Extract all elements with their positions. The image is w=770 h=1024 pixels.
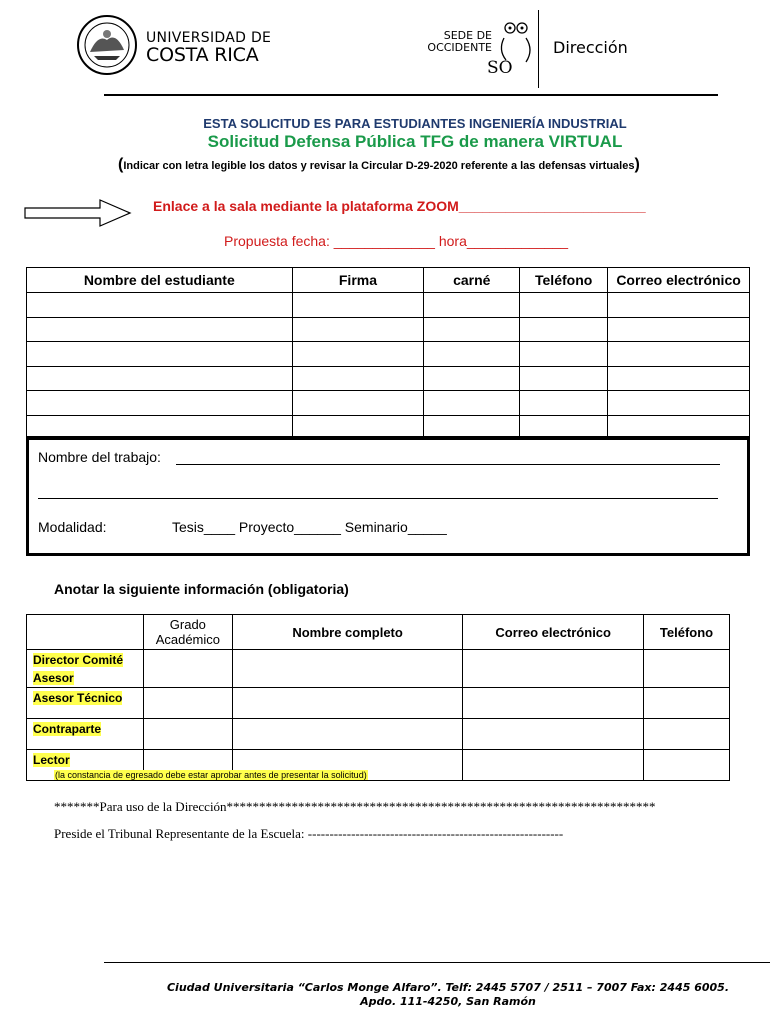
col-header-role: [27, 615, 144, 650]
students-table: [26, 267, 750, 440]
work-title-label: Nombre del trabajo:: [38, 449, 161, 465]
table-cell[interactable]: [27, 317, 293, 342]
table-row: [27, 317, 750, 342]
table-cell[interactable]: [608, 342, 750, 367]
direccion-use-line: *******Para uso de la Dirección******************************************************************: [54, 799, 656, 814]
table-header-row: [27, 268, 750, 293]
table-cell[interactable]: [644, 688, 730, 719]
table-cell[interactable]: [27, 293, 293, 318]
modalidad-label: Modalidad:: [38, 519, 107, 535]
table-cell[interactable]: [292, 391, 424, 416]
table-cell[interactable]: [27, 342, 293, 367]
table-cell[interactable]: [520, 391, 608, 416]
table-cell[interactable]: [143, 688, 232, 719]
col-header-firma: Firma: [292, 268, 424, 293]
preside-line[interactable]: Preside el Tribunal Representante de la Escuela: -----------------------------------------------------------: [54, 826, 564, 841]
col-header-nombre-completo: Nombre completo: [232, 615, 463, 650]
table-row: [27, 293, 750, 318]
audience-notice: ESTA SOLICITUD ES PARA ESTUDIANTES INGENIERÍA INDUSTRIAL: [203, 116, 627, 131]
table-cell[interactable]: [520, 366, 608, 391]
table-row: [27, 342, 750, 367]
footer-po-box: Apdo. 111-4250, San Ramón: [360, 995, 536, 1008]
col-header-carne: carné: [424, 268, 520, 293]
info-heading: Anotar la siguiente información (obligatoria): [54, 581, 349, 597]
table-cell[interactable]: [608, 366, 750, 391]
table-cell[interactable]: [424, 317, 520, 342]
office-name: Dirección: [553, 38, 628, 57]
table-header-row: [27, 615, 730, 650]
table-cell[interactable]: [292, 342, 424, 367]
table-cell[interactable]: [520, 342, 608, 367]
table-cell[interactable]: [608, 293, 750, 318]
table-cell[interactable]: [27, 366, 293, 391]
work-title-field[interactable]: [176, 464, 720, 465]
table-cell[interactable]: [520, 293, 608, 318]
table-cell[interactable]: [644, 719, 730, 750]
table-cell[interactable]: [644, 750, 730, 781]
university-name-line1: UNIVERSIDAD DE: [146, 30, 272, 46]
role-label-lector: Lector: [27, 750, 144, 781]
col-header-grado: Grado Académico: [143, 615, 232, 650]
table-cell[interactable]: [463, 650, 644, 688]
form-title: Solicitud Defensa Pública TFG de manera VIRTUAL: [207, 132, 623, 151]
table-cell[interactable]: [424, 342, 520, 367]
col-header-nombre: Nombre del estudiante: [27, 268, 293, 293]
table-cell[interactable]: [463, 719, 644, 750]
table-cell[interactable]: [232, 688, 463, 719]
instruction-text: (Indicar con letra legible los datos y revisar la Circular D-29-2020 referente a las defensas virtuales): [118, 156, 640, 173]
table-cell[interactable]: [608, 317, 750, 342]
col-header-correo: Correo electrónico: [463, 615, 644, 650]
modalidad-options[interactable]: Tesis____ Proyecto______ Seminario_____: [172, 519, 447, 535]
col-header-correo: Correo electrónico: [608, 268, 750, 293]
constancia-note: (la constancia de egresado debe estar aprobar antes de presentar la solicitud): [55, 770, 367, 780]
table-cell[interactable]: [644, 650, 730, 688]
table-cell[interactable]: [424, 391, 520, 416]
table-cell[interactable]: [292, 317, 424, 342]
table-row: [27, 650, 730, 688]
table-cell[interactable]: [424, 293, 520, 318]
zoom-link-field[interactable]: Enlace a la sala mediante la plataforma ZOOM________________________: [153, 198, 646, 214]
table-cell[interactable]: [143, 650, 232, 688]
table-cell[interactable]: [292, 366, 424, 391]
footer-rule: [104, 962, 770, 963]
table-row: [27, 719, 730, 750]
table-row: [27, 391, 750, 416]
university-name-line2: COSTA RICA: [146, 44, 259, 66]
table-cell[interactable]: [292, 293, 424, 318]
university-seal-icon: [76, 14, 138, 76]
table-cell[interactable]: [463, 688, 644, 719]
table-row: [27, 688, 730, 719]
table-cell[interactable]: [608, 391, 750, 416]
table-row: [27, 366, 750, 391]
header-rule: [104, 94, 718, 96]
table-cell[interactable]: [520, 317, 608, 342]
table-cell[interactable]: [232, 650, 463, 688]
table-cell[interactable]: [463, 750, 644, 781]
role-label-director: Director Comité Asesor: [27, 650, 144, 688]
so-letters: SO: [487, 58, 513, 78]
roles-table: [26, 614, 730, 781]
col-header-telefono: Teléfono: [644, 615, 730, 650]
table-cell[interactable]: [143, 719, 232, 750]
sede-label: SEDE DE OCCIDENTE: [427, 29, 492, 54]
role-label-asesor-tecnico: Asesor Técnico: [27, 688, 144, 719]
role-label-contraparte: Contraparte: [27, 719, 144, 750]
proposed-date-field[interactable]: Propuesta fecha: _____________ hora_____________: [224, 233, 569, 249]
arrow-right-icon: [24, 199, 132, 227]
table-cell[interactable]: [424, 366, 520, 391]
footer-address: Ciudad Universitaria “Carlos Monge Alfaro”. Telf: 2445 5707 / 2511 – 7007 Fax: 2445 6005.: [166, 981, 729, 994]
work-title-field-line2[interactable]: [38, 498, 718, 499]
col-header-telefono: Teléfono: [520, 268, 608, 293]
table-cell[interactable]: [232, 719, 463, 750]
table-cell[interactable]: [27, 391, 293, 416]
header-divider: [538, 10, 539, 88]
